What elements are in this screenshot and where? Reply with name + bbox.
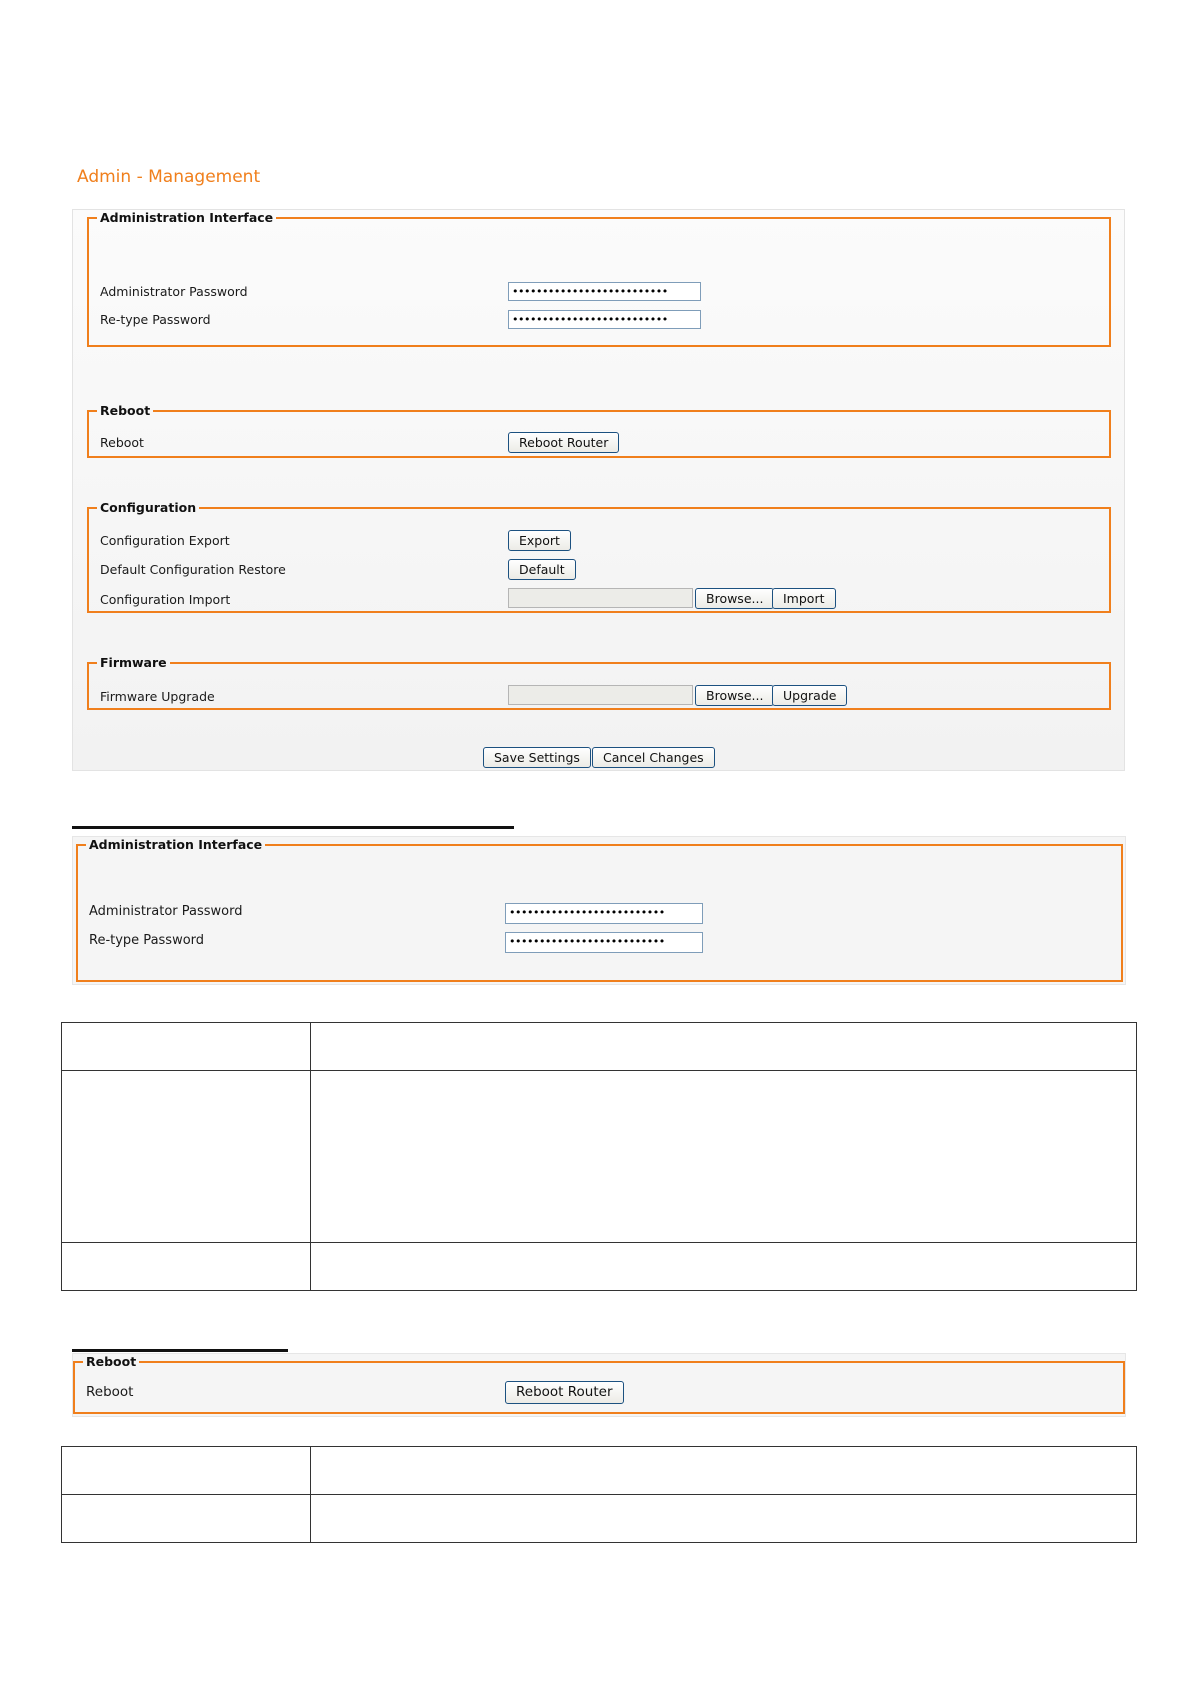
table-row (62, 1243, 1137, 1291)
admin-password-input[interactable]: •••••••••••••••••••••••••• (508, 282, 701, 301)
admin-management-panel (72, 209, 1125, 771)
admin-password-zoom-label: Administrator Password (89, 904, 243, 919)
export-button[interactable]: Export (508, 530, 571, 551)
retype-password-zoom-input[interactable]: •••••••••••••••••••••••••• (505, 932, 703, 953)
section-divider (72, 826, 514, 829)
table-cell (311, 1447, 1137, 1495)
configuration-browse-button[interactable]: Browse... (695, 588, 774, 609)
save-settings-button[interactable]: Save Settings (483, 747, 591, 768)
reboot-zoom-label: Reboot (86, 1384, 134, 1400)
table-cell (311, 1243, 1137, 1291)
retype-password-label: Re-type Password (100, 312, 211, 327)
reboot-description-table (61, 1446, 1137, 1543)
retype-password-zoom-label: Re-type Password (89, 933, 205, 948)
firmware-browse-button[interactable]: Browse... (695, 685, 774, 706)
reboot-router-zoom-button[interactable]: Reboot Router (505, 1381, 624, 1404)
table-cell (62, 1071, 311, 1243)
firmware-file-input[interactable] (508, 685, 693, 705)
table-cell (62, 1447, 311, 1495)
table-row (62, 1447, 1137, 1495)
table-cell (62, 1243, 311, 1291)
firmware-upgrade-label: Firmware Upgrade (100, 689, 215, 704)
table-row (62, 1023, 1137, 1071)
cancel-changes-button[interactable]: Cancel Changes (592, 747, 715, 768)
reboot-legend: Reboot (100, 403, 151, 418)
table-row (62, 1071, 1137, 1243)
admin-password-label: Administrator Password (100, 284, 248, 299)
retype-password-input[interactable]: •••••••••••••••••••••••••• (508, 310, 701, 329)
firmware-legend: Firmware (100, 655, 167, 670)
admin-password-zoom-input[interactable]: •••••••••••••••••••••••••• (505, 903, 703, 924)
administration-interface-zoom-legend: Administration Interface (89, 837, 263, 852)
admin-interface-description-table (61, 1022, 1137, 1291)
page-title: Admin - Management (77, 167, 261, 187)
table-cell (311, 1023, 1137, 1071)
table-row (62, 1495, 1137, 1543)
reboot-label: Reboot (100, 435, 144, 450)
default-button[interactable]: Default (508, 559, 576, 580)
default-restore-label: Default Configuration Restore (100, 562, 286, 577)
table-cell (62, 1495, 311, 1543)
administration-interface-legend: Administration Interface (100, 210, 274, 225)
upgrade-button[interactable]: Upgrade (772, 685, 847, 706)
table-cell (311, 1071, 1137, 1243)
table-cell (311, 1495, 1137, 1543)
configuration-legend: Configuration (100, 500, 197, 515)
import-button[interactable]: Import (772, 588, 836, 609)
reboot-zoom (72, 1353, 1126, 1417)
section-divider (72, 1349, 288, 1352)
reboot-router-button[interactable]: Reboot Router (508, 432, 619, 453)
configuration-import-label: Configuration Import (100, 592, 231, 607)
configuration-export-label: Configuration Export (100, 533, 230, 548)
administration-interface-zoom (72, 836, 1126, 985)
reboot-zoom-legend: Reboot (86, 1354, 137, 1369)
table-cell (62, 1023, 311, 1071)
configuration-file-input[interactable] (508, 588, 693, 608)
